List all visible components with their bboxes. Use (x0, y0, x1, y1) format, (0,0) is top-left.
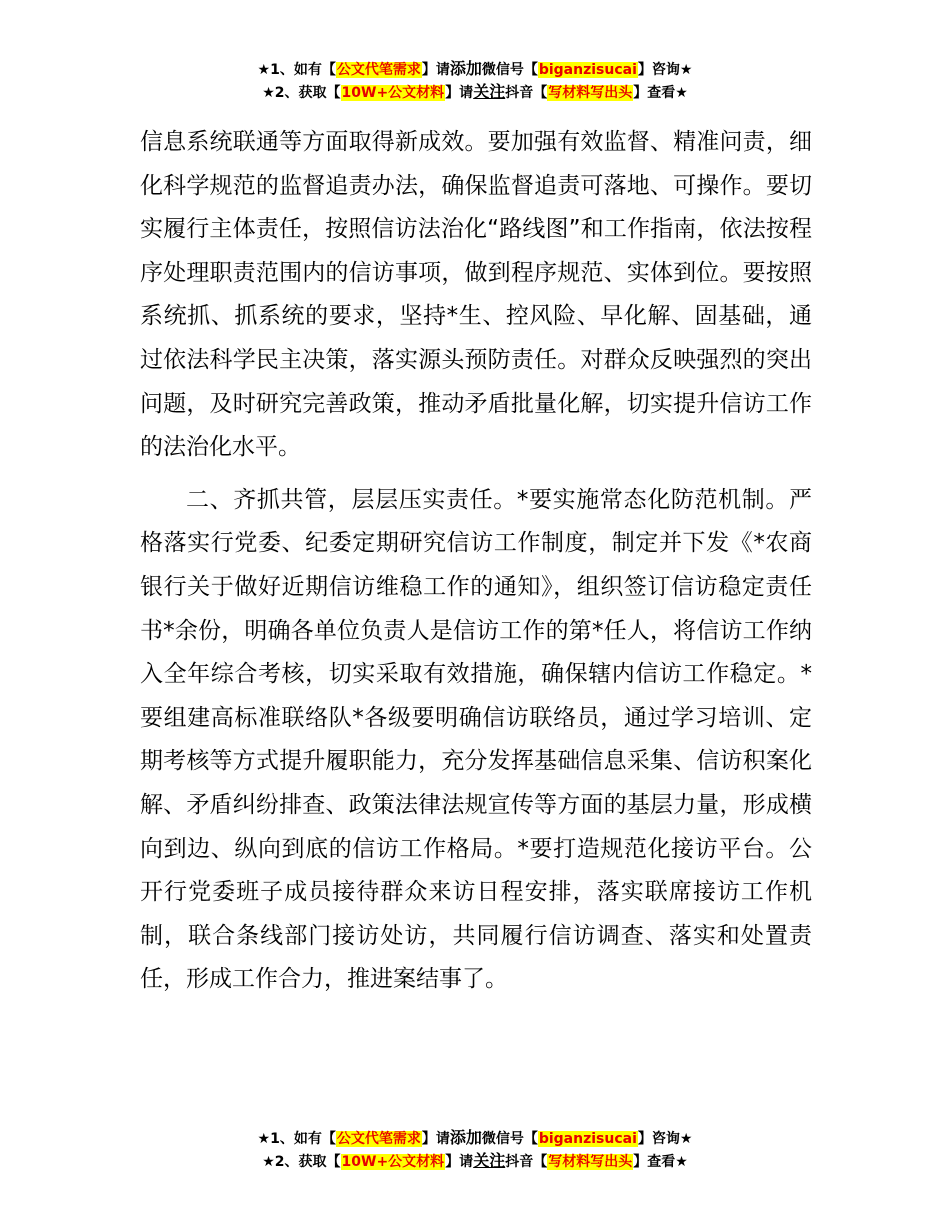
footer-line-2-mid2: 抖音【 (505, 1154, 548, 1170)
footer-line-2-prefix: 2、获取【 (274, 1154, 341, 1170)
body-paragraph-1: 信息系统联通等方面取得新成效。要加强有效监督、精准问责，细化科学规范的监督追责办法，确保监督追责可落地、可操作。要切实履行主体责任，按照信访法治化“路线图”和工作指南，依法按程序处理职责范围内的信访事项，做到程序规范、实体到位。要按照系统抓、抓系统的要求，坚持*生、控风险、早化解、固基础，通过依法科学民主决策，落实源头预防责任。对群众反映强烈的突出问题，及时研究完善政策，推动矛盾批量化解，切实提升信访工作的法治化水平。 (140, 129, 812, 461)
header-line-2-mid: 】请 (445, 85, 474, 101)
header-line-1-mid: 】请 (421, 62, 450, 78)
footer-line-2-emphasis: 关注 (473, 1151, 506, 1170)
header-line-2-mid2: 抖音【 (505, 85, 548, 101)
header-line-1-emphasis: 添加 (449, 59, 482, 78)
header-line-2-suffix: 】查看★ (633, 85, 688, 101)
header-highlight-service: 公文代笔需求 (336, 62, 421, 78)
header-line-2-prefix: 2、获取【 (274, 85, 341, 101)
star-icon: ★ (262, 1154, 275, 1170)
footer-line-1-mid2: 微信号【 (481, 1131, 538, 1147)
footer-line-1-prefix: 1、如有【 (270, 1131, 336, 1147)
footer-line-1-mid: 】请 (421, 1131, 450, 1147)
document-body (140, 121, 812, 1002)
footer-line-1-suffix: 】咨询★ (637, 1131, 693, 1147)
footer-line-1 (0, 1127, 950, 1150)
body-paragraph-2: 二、齐抓共管，层层压实责任。*要实施常态化防范机制。严格落实行党委、纪委定期研究信访工作制度，制定并下发《*农商银行关于做好近期信访维稳工作的通知》，组织签订信访稳定责任书*余份，明确各单位负责人是信访工作的第*任人，将信访工作纳入全年综合考核，切实采取有效措施，确保辖内信访工作稳定。*要组建高标准联络队*各级要明确信访联络员，通过学习培训、定期考核等方式提升履职能力，充分发挥基础信息采集、信访积案化解、矛盾纠纷排查、政策法律法规宣传等方面的基层力量，形成横向到边、纵向到底的信访工作格局。*要打造规范化接访平台。公开行党委班子成员接待群众来访日程安排，落实联席接访工作机制，联合条线部门接访处访，共同履行信访调查、落实和处置责任，形成工作合力，推进案结事了。 (140, 486, 812, 993)
star-icon: ★ (262, 85, 275, 101)
header-line-2 (0, 81, 950, 104)
footer-line-1-emphasis: 添加 (449, 1128, 482, 1147)
footer-banner (0, 1127, 950, 1173)
header-line-1-prefix: 1、如有【 (270, 62, 336, 78)
header-banner (0, 58, 950, 104)
footer-line-2-suffix: 】查看★ (633, 1154, 688, 1170)
footer-highlight-service: 公文代笔需求 (336, 1131, 421, 1147)
header-highlight-materials: 10W+公文材料 (341, 85, 445, 101)
header-line-1-suffix: 】咨询★ (637, 62, 693, 78)
header-highlight-douyin-id: 写材料写出头 (548, 85, 633, 101)
footer-line-2 (0, 1150, 950, 1173)
star-icon: ★ (257, 1131, 271, 1147)
header-line-1-mid2: 微信号【 (481, 62, 538, 78)
header-highlight-wechat-id: biganzisucai (538, 62, 637, 78)
star-icon: ★ (257, 62, 271, 78)
footer-line-2-mid: 】请 (445, 1154, 474, 1170)
header-line-1 (0, 58, 950, 81)
footer-highlight-wechat-id: biganzisucai (538, 1131, 637, 1147)
header-line-2-emphasis: 关注 (473, 82, 506, 101)
footer-highlight-materials: 10W+公文材料 (341, 1154, 445, 1170)
footer-highlight-douyin-id: 写材料写出头 (548, 1154, 633, 1170)
